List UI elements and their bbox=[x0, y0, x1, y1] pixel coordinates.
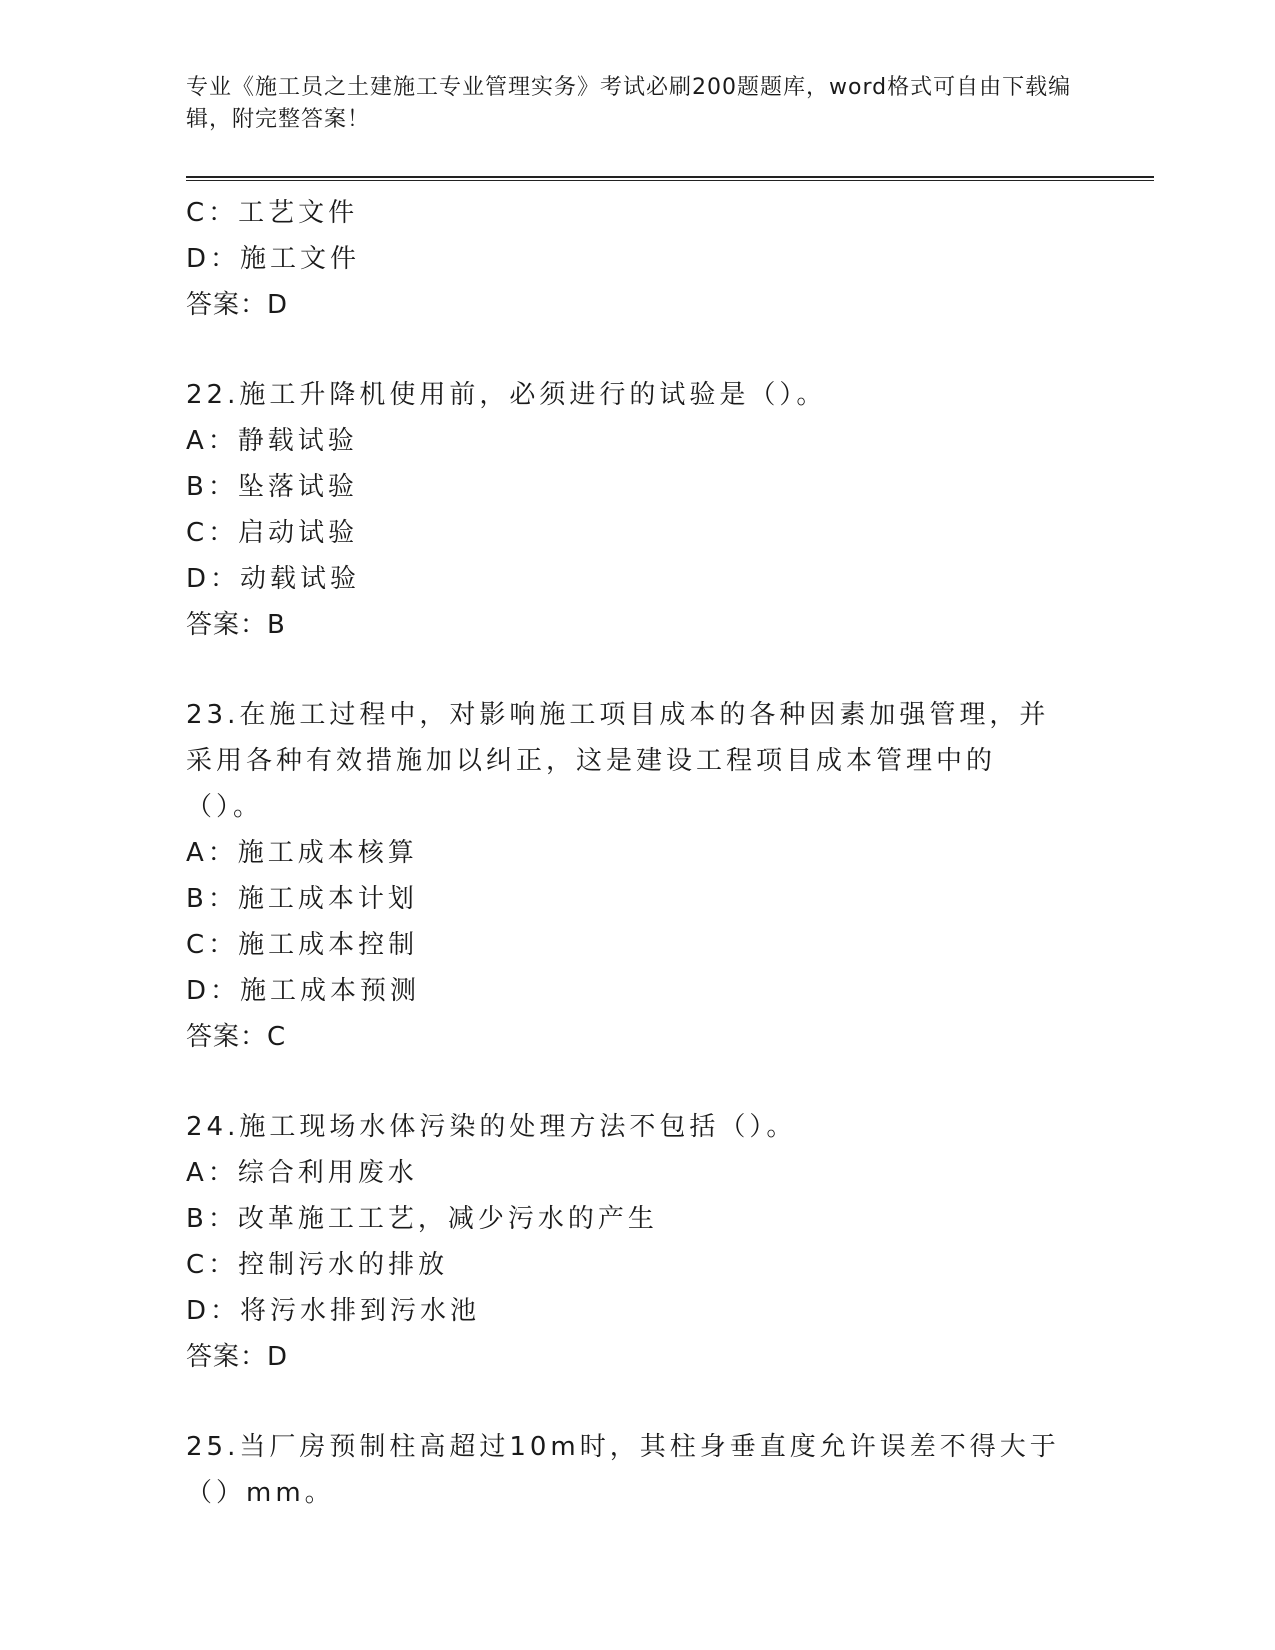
answer-line: 答案：D bbox=[186, 1342, 289, 1372]
question-stem: 23.在施工过程中，对影响施工项目成本的各种因素加强管理，并采用各种有效措施加以纠正，这是建设工程项目成本管理中的（）。 bbox=[186, 700, 1050, 822]
option-b: B：施工成本计划 bbox=[186, 884, 418, 914]
header-divider bbox=[186, 176, 1154, 181]
question-stem: 22.施工升降机使用前，必须进行的试验是（）。 bbox=[186, 380, 827, 410]
option-d: D：动载试验 bbox=[186, 564, 361, 594]
document-header bbox=[186, 72, 1086, 136]
header-text: 专业《施工员之土建施工专业管理实务》考试必刷200题题库，word格式可自由下载编辑，附完整答案！ bbox=[186, 75, 1072, 132]
option-b: B：坠落试验 bbox=[186, 472, 358, 502]
answer-line: 答案：D bbox=[186, 290, 289, 320]
option-a: A：静载试验 bbox=[186, 426, 358, 456]
answer-line: 答案：C bbox=[186, 1022, 287, 1052]
option-d: D：将污水排到污水池 bbox=[186, 1296, 481, 1326]
option-a: A：施工成本核算 bbox=[186, 838, 418, 868]
option-d: D：施工成本预测 bbox=[186, 976, 421, 1006]
option-a: A：综合利用废水 bbox=[186, 1158, 418, 1188]
option-c: C：控制污水的排放 bbox=[186, 1250, 449, 1280]
question-list bbox=[186, 190, 1066, 1516]
option-c: C：工艺文件 bbox=[186, 198, 359, 228]
answer-line: 答案：B bbox=[186, 610, 286, 640]
option-c: C：启动试验 bbox=[186, 518, 359, 548]
question-stem: 25.当厂房预制柱高超过10m时，其柱身垂直度允许误差不得大于（）mm。 bbox=[186, 1432, 1060, 1508]
option-d: D：施工文件 bbox=[186, 244, 361, 274]
question-stem: 24.施工现场水体污染的处理方法不包括（）。 bbox=[186, 1112, 797, 1142]
option-c: C：施工成本控制 bbox=[186, 930, 419, 960]
option-b: B：改革施工工艺，减少污水的产生 bbox=[186, 1204, 658, 1234]
